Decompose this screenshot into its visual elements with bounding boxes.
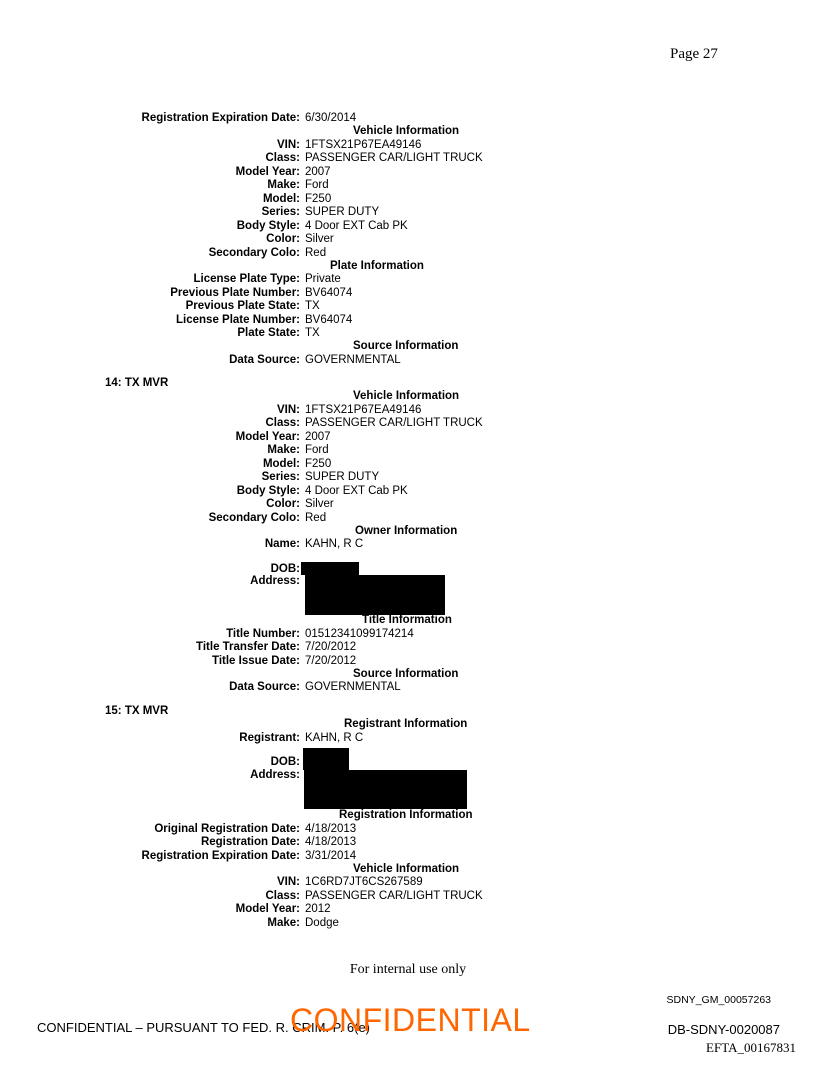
- field-label: VIN:: [277, 403, 300, 416]
- field-label: Series:: [261, 471, 300, 483]
- field-label: Plate State:: [237, 327, 300, 339]
- efta-bates-id: EFTA_00167831: [706, 1040, 796, 1055]
- redaction-box: [301, 562, 359, 575]
- field-row: [0, 431, 816, 445]
- field-value: 1C6RD7JT6CS267589: [305, 876, 423, 888]
- field-row: [0, 220, 816, 234]
- redaction-box: [303, 748, 349, 770]
- section-title-registrant: Registrant Information: [344, 718, 468, 730]
- redaction-box: [305, 575, 445, 615]
- page-number: Page 27: [670, 46, 718, 62]
- field-row: [0, 247, 816, 261]
- field-row: [0, 417, 816, 431]
- section-title-registration: Registration Information: [339, 809, 473, 821]
- field-value: 2007: [305, 165, 331, 178]
- field-value: Dodge: [305, 916, 339, 929]
- field-row: [0, 655, 816, 669]
- field-label: Class:: [265, 152, 300, 164]
- field-row: [0, 850, 816, 864]
- field-label: Title Number:: [226, 627, 300, 640]
- field-row: [0, 890, 816, 904]
- field-value: BV64074: [305, 286, 353, 299]
- field-label: Body Style:: [236, 484, 300, 497]
- field-label: Title Transfer Date:: [196, 641, 300, 653]
- field-value: TX: [305, 327, 320, 339]
- field-row: [0, 193, 816, 207]
- section-title-plate: Plate Information: [330, 259, 424, 272]
- field-row: [0, 681, 816, 695]
- field-value: 7/20/2012: [305, 654, 357, 667]
- field-row: [0, 641, 816, 655]
- field-row: [0, 903, 816, 917]
- field-label: Model:: [262, 457, 300, 470]
- sdny-bates-id: SDNY_GM_00057263: [666, 994, 771, 1006]
- field-label: Color:: [266, 498, 300, 510]
- field-row: [0, 139, 816, 153]
- field-row: [0, 876, 816, 890]
- record-header: 14: TX MVR: [105, 377, 169, 389]
- redaction-box: [304, 770, 467, 809]
- field-label: Class:: [265, 889, 300, 902]
- field-row: [0, 485, 816, 499]
- field-label: DOB:: [270, 563, 300, 575]
- field-label: DOB:: [270, 756, 300, 768]
- field-label: Address:: [250, 768, 300, 781]
- record-header: 15: TX MVR: [105, 705, 169, 717]
- field-label: Series:: [261, 206, 300, 218]
- field-value: Ford: [305, 444, 329, 456]
- field-row: [0, 444, 816, 458]
- field-label: VIN:: [277, 876, 300, 888]
- field-row: [0, 823, 816, 837]
- field-value: F250: [305, 457, 332, 470]
- field-row: [0, 732, 816, 746]
- field-row: [0, 498, 816, 512]
- field-value: 4 Door EXT Cab PK: [305, 219, 408, 232]
- field-row: [0, 512, 816, 526]
- field-value: GOVERNMENTAL: [305, 681, 401, 693]
- section-title-title: Title Information: [362, 614, 452, 626]
- field-label: Address:: [250, 575, 300, 587]
- field-label: Data Source:: [229, 681, 300, 693]
- field-label: Title Issue Date:: [212, 654, 300, 667]
- field-label: License Plate Number:: [176, 313, 300, 326]
- field-label: VIN:: [277, 138, 300, 151]
- field-value: BV64074: [305, 313, 353, 326]
- field-label: Registration Expiration Date:: [141, 849, 300, 862]
- field-value: 6/30/2014: [305, 112, 357, 124]
- field-value: 3/31/2014: [305, 849, 357, 862]
- field-label: Make:: [267, 444, 300, 456]
- field-value: KAHN, R C: [305, 538, 364, 550]
- field-value: Private: [305, 273, 341, 285]
- field-value: 2007: [305, 430, 331, 443]
- field-value: TX: [305, 300, 320, 312]
- field-value: PASSENGER CAR/LIGHT TRUCK: [305, 417, 483, 429]
- field-row: [0, 458, 816, 472]
- field-value: Ford: [305, 179, 329, 191]
- field-value: PASSENGER CAR/LIGHT TRUCK: [305, 152, 483, 164]
- field-value: KAHN, R C: [305, 731, 364, 744]
- field-value: 4 Door EXT Cab PK: [305, 484, 408, 497]
- field-row: [0, 300, 816, 314]
- confidential-notice: CONFIDENTIAL – PURSUANT TO FED. R. CRIM. P. 6(e): [37, 1020, 371, 1035]
- field-label: Make:: [267, 179, 300, 191]
- field-label: Model:: [262, 192, 300, 205]
- field-row: [0, 404, 816, 418]
- field-row: [0, 327, 816, 341]
- section-title-vehicle: Vehicle Information: [353, 125, 460, 137]
- field-value: GOVERNMENTAL: [305, 353, 401, 366]
- field-row: [0, 354, 816, 368]
- field-label: Previous Plate Number:: [170, 286, 300, 299]
- field-value: 7/20/2012: [305, 641, 357, 653]
- confidential-stamp: CONFIDENTIAL: [290, 1002, 531, 1038]
- field-value: F250: [305, 192, 332, 205]
- field-row: [0, 233, 816, 247]
- field-label: Model Year:: [235, 903, 300, 915]
- field-value: 4/18/2013: [305, 822, 357, 835]
- field-row: [0, 206, 816, 220]
- field-label: Make:: [267, 916, 300, 929]
- section-title-vehicle: Vehicle Information: [353, 390, 460, 402]
- field-label: Name:: [264, 538, 300, 550]
- field-label: Class:: [265, 417, 300, 429]
- field-value: Red: [305, 246, 327, 259]
- field-row: [0, 273, 816, 287]
- section-title-source: Source Information: [353, 667, 459, 680]
- field-row: [0, 538, 816, 552]
- field-label: Model Year:: [235, 430, 300, 443]
- field-value: PASSENGER CAR/LIGHT TRUCK: [305, 889, 483, 902]
- db-bates-id: DB-SDNY-0020087: [667, 1022, 780, 1037]
- field-value: SUPER DUTY: [305, 206, 380, 218]
- field-row: [0, 287, 816, 301]
- field-value: SUPER DUTY: [305, 471, 380, 483]
- field-row: [0, 471, 816, 485]
- field-value: 2012: [305, 903, 331, 915]
- internal-use-notice: For internal use only: [349, 962, 467, 977]
- section-title-vehicle: Vehicle Information: [353, 862, 460, 875]
- field-label: Color:: [266, 233, 300, 245]
- field-value: Silver: [305, 233, 334, 245]
- field-label: Registrant:: [239, 731, 300, 744]
- field-value: 1FTSX21P67EA49146: [305, 403, 422, 416]
- field-value: 1FTSX21P67EA49146: [305, 138, 422, 151]
- field-label: Secondary Colo:: [208, 511, 300, 524]
- field-row: [0, 179, 816, 193]
- field-value: Red: [305, 511, 327, 524]
- section-title-source: Source Information: [353, 340, 459, 352]
- field-label: Model Year:: [235, 165, 300, 178]
- field-label: Data Source:: [229, 353, 300, 366]
- field-row: [0, 166, 816, 180]
- field-row: [0, 314, 816, 328]
- field-label: License Plate Type:: [193, 273, 300, 285]
- field-row: [0, 628, 816, 642]
- field-label: Previous Plate State:: [185, 300, 300, 312]
- field-label: Body Style:: [236, 219, 300, 232]
- section-title-owner: Owner Information: [355, 524, 458, 537]
- field-label: Original Registration Date:: [154, 822, 300, 835]
- field-label: Registration Expiration Date:: [141, 112, 300, 124]
- field-row: [0, 152, 816, 166]
- field-row: [0, 836, 816, 850]
- field-value: Silver: [305, 498, 334, 510]
- field-row: [0, 917, 816, 931]
- field-row: [0, 112, 816, 126]
- field-label: Secondary Colo:: [208, 246, 300, 259]
- field-value: 01512341099174214: [305, 627, 414, 640]
- field-value: 4/18/2013: [305, 836, 357, 848]
- field-label: Registration Date:: [200, 836, 300, 848]
